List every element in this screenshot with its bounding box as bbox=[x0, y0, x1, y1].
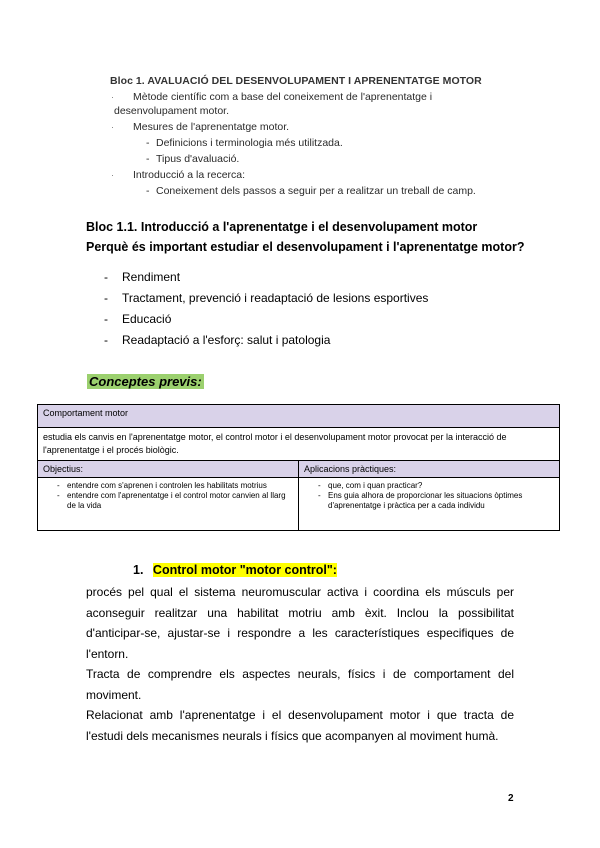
col-header-aplicacions: Aplicacions pràctiques: bbox=[299, 461, 560, 478]
list-item: - que, com i quan practicar? bbox=[318, 481, 423, 490]
reason-item: Rendiment bbox=[122, 270, 181, 284]
paragraph: Tracta de comprendre els aspectes neurals, físics i de comportament del moviment. bbox=[86, 667, 514, 702]
section1-heading bbox=[133, 563, 337, 577]
bloc-header-title: Bloc 1. AVALUACIÓ DEL DESENVOLUPAMENT I APRENENTATGE MOTOR bbox=[110, 75, 482, 87]
section1-number: 1. bbox=[133, 563, 144, 577]
reason-item: Educació bbox=[122, 312, 172, 326]
bloc-item-3: Introducció a la recerca: bbox=[133, 169, 246, 181]
sub-dash: - bbox=[146, 153, 150, 165]
bullet-dot: · bbox=[111, 170, 114, 180]
bloc-subitem-3: Coneixement dels passos a seguir per a realitzar un treball de camp. bbox=[156, 185, 476, 197]
table-description: estudia els canvis en l'aprenentatge motor, el control motor i el desenvolupament motor provocat per la interacció de l'aprenentatge i el procés biològic. bbox=[38, 428, 560, 461]
list-item: - Ens guia alhora de proporcionar les situacions òptimes d'aprenentatge i pràctica per a cada individu bbox=[318, 491, 523, 510]
paragraph: Relacionat amb l'aprenentatge i el desenvolupament motor i que tracta de l'estudi dels mecanismes neurals i físics que acompanyen al moviment humà. bbox=[86, 708, 514, 743]
objectius-cell bbox=[38, 478, 299, 531]
list-dash: - bbox=[104, 333, 108, 347]
page-number: 2 bbox=[508, 793, 514, 804]
objectiu-text: entendre com s'aprenen i controlen les habilitats motrius bbox=[67, 481, 267, 490]
aplicacio-text: que, com i quan practicar? bbox=[328, 481, 423, 490]
concept-table bbox=[37, 404, 560, 531]
list-dash: - bbox=[104, 270, 108, 284]
section-question: Perquè és important estudiar el desenvolupament i l'aprenentatge motor? bbox=[86, 240, 525, 254]
aplicacio-text: Ens guia alhora de proporcionar les situacions òptimes d'aprenentatge i pràctica per a cada individu bbox=[328, 491, 523, 510]
concepts-label: Conceptes previs: bbox=[89, 374, 202, 389]
bloc-item-1-line2: desenvolupament motor. bbox=[114, 105, 229, 117]
sub-dash: - bbox=[146, 137, 150, 149]
bloc-subitem-2: Tipus d'avaluació. bbox=[156, 153, 240, 165]
bullet-dot: · bbox=[111, 122, 114, 132]
reason-item: Tractament, prevenció i readaptació de lesions esportives bbox=[122, 291, 429, 305]
bullet-dot: · bbox=[111, 92, 114, 102]
col-header-objectius: Objectius: bbox=[38, 461, 299, 478]
list-dash: - bbox=[104, 312, 108, 326]
list-dash: - bbox=[104, 291, 108, 305]
objectiu-text: entendre com l'aprenentatge i el control motor canvien al llarg de la vida bbox=[67, 491, 286, 510]
section1-title: Control motor "motor control": bbox=[152, 563, 337, 577]
aplicacions-cell bbox=[299, 478, 560, 531]
table-header: Comportament motor bbox=[38, 405, 560, 428]
bloc-item-2: Mesures de l'aprenentatge motor. bbox=[133, 121, 290, 133]
section-title: Bloc 1.1. Introducció a l'aprenentatge i el desenvolupament motor bbox=[86, 220, 478, 234]
list-item: - entendre com l'aprenentatge i el control motor canvien al llarg de la vida bbox=[57, 491, 286, 510]
list-item: - entendre com s'aprenen i controlen les habilitats motrius bbox=[57, 481, 267, 490]
bloc-item-1-line1: Mètode científic com a base del coneixement de l'aprenentatge i bbox=[133, 91, 433, 103]
reason-item: Readaptació a l'esforç: salut i patologia bbox=[122, 333, 331, 347]
bloc-subitem-1: Definicions i terminologia més utilitzada. bbox=[156, 137, 343, 149]
paragraph: procés pel qual el sistema neuromuscular activa i coordina els músculs per aconseguir realitzar una habilitat motriu amb èxit. Inclou la possibilitat d'anticipar-se, ajustar-se i respondre a les característiques especifiques de l'entorn. bbox=[86, 585, 514, 661]
sub-dash: - bbox=[146, 185, 150, 197]
